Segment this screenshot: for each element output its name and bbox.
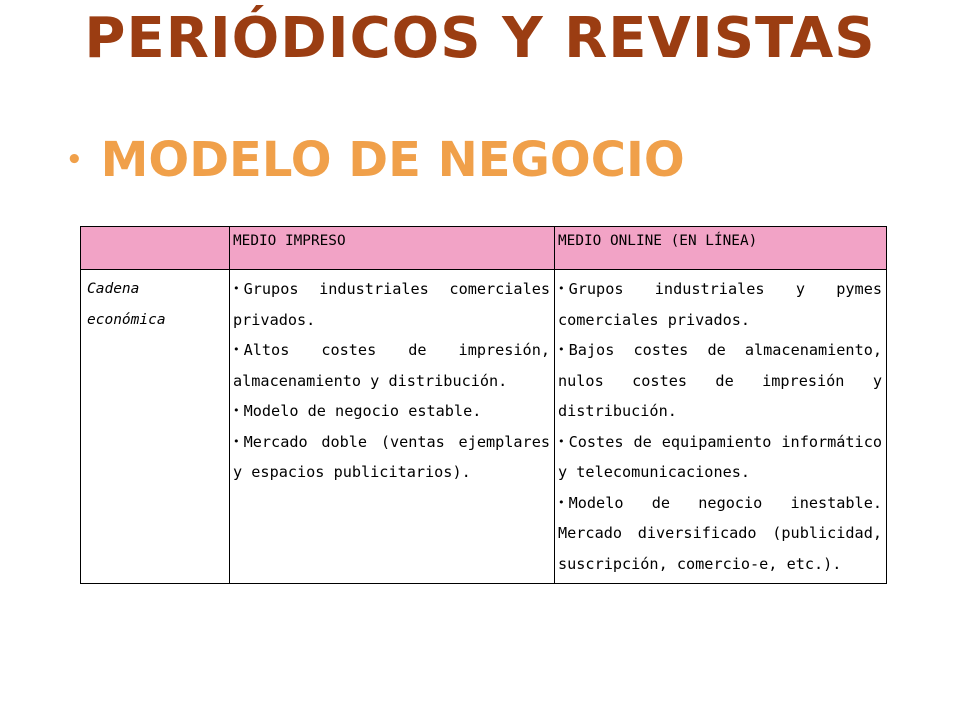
table-row [81, 270, 887, 584]
subtitle-row [66, 132, 685, 188]
online-media-list [555, 270, 886, 583]
list-item-text: Costes de equipamiento informático y telecomunicaciones. [558, 432, 882, 481]
bullet-icon: • [233, 343, 240, 356]
bullet-icon: • [558, 343, 565, 356]
list-item-text: Altos costes de impresión, almacenamiento y distribución. [233, 341, 550, 390]
print-media-item [233, 274, 550, 335]
list-item-text: Mercado doble (ventas ejemplares y espacios publicitarios). [233, 432, 550, 481]
row-label-economic-chain: Cadena económica [81, 270, 230, 584]
slide-subtitle: MODELO DE NEGOCIO [100, 132, 685, 188]
print-media-cell [230, 270, 555, 584]
online-media-item [558, 335, 882, 427]
table-header-row [81, 227, 887, 270]
bullet-icon: • [558, 495, 565, 509]
online-media-item [558, 427, 882, 488]
list-item-text: Modelo de negocio estable. [243, 402, 482, 420]
bullet-icon: • [233, 434, 240, 448]
header-print-media: MEDIO IMPRESO [230, 227, 555, 270]
list-item-text: Grupos industriales y pymes comerciales privados. [558, 280, 882, 329]
online-media-item [558, 488, 882, 580]
print-media-list [230, 270, 554, 492]
online-media-item [558, 274, 882, 335]
bullet-icon: • [66, 145, 83, 175]
header-online-media: MEDIO ONLINE (EN LÍNEA) [555, 227, 887, 270]
print-media-item [233, 427, 550, 488]
print-media-item [233, 335, 550, 396]
business-model-table [80, 226, 887, 584]
online-media-cell [555, 270, 887, 584]
bullet-icon: • [558, 282, 565, 295]
bullet-icon: • [558, 434, 565, 448]
bullet-icon: • [233, 404, 240, 417]
bullet-icon: • [233, 282, 240, 295]
print-media-item [233, 396, 550, 427]
list-item-text: Grupos industriales comerciales privados. [233, 280, 550, 329]
list-item-text: Bajos costes de almacenamiento, nulos costes de impresión y distribución. [558, 341, 882, 420]
header-empty-cell [81, 227, 230, 270]
list-item-text: Modelo de negocio inestable. Mercado diversificado (publicidad, suscripción, comercio-e, etc.). [558, 493, 882, 573]
slide-title: PERIÓDICOS Y REVISTAS [84, 6, 876, 71]
